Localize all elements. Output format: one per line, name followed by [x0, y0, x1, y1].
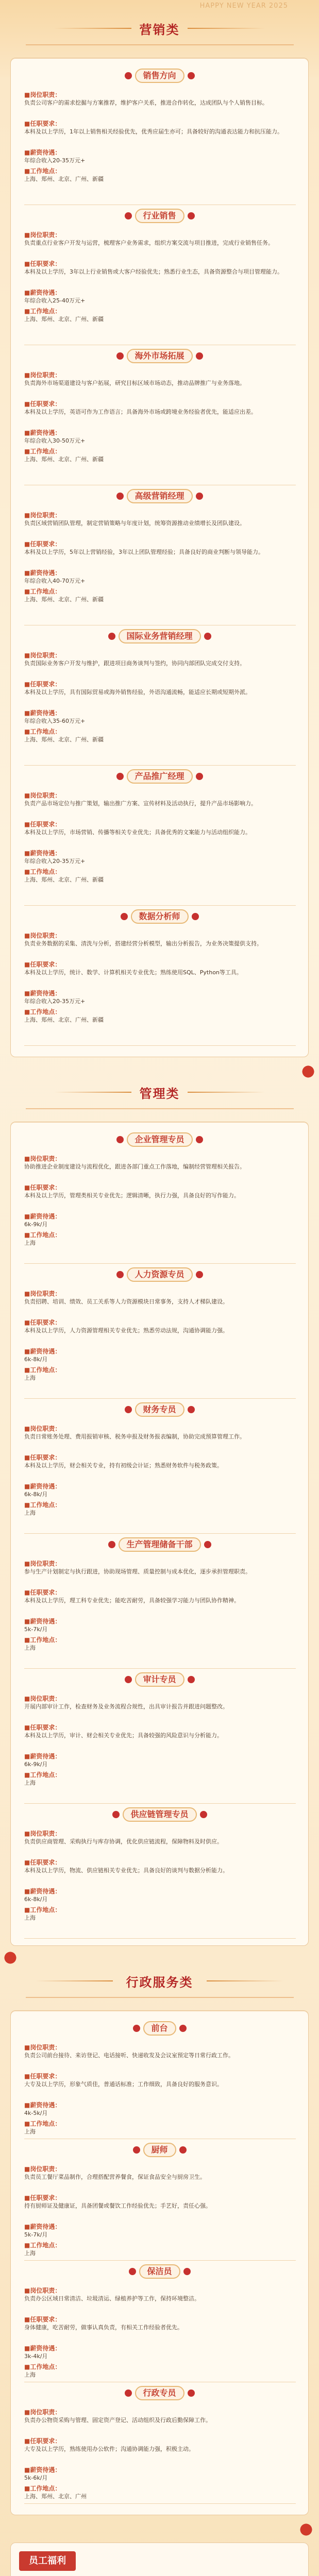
flower-icon	[124, 212, 131, 219]
field-label-salary: ■薪资待遇：	[24, 709, 61, 717]
job-title: 保洁员	[147, 2266, 172, 2276]
field-label-place: ■工作地点：	[24, 588, 61, 595]
flower-icon	[116, 773, 123, 780]
field-label-salary: ■薪资待遇：	[24, 990, 61, 997]
field-value-duty: 负责国际业务客户开发与维护，跟进项目商务谈判与签约，协同内部团队完成交付支持。	[24, 660, 245, 667]
field-label-req: ■任职要求：	[24, 681, 61, 688]
section-divider	[26, 1108, 294, 1109]
field-label-place: ■工作地点：	[24, 868, 61, 875]
job-title-badge	[135, 2386, 184, 2400]
flower-icon	[124, 1406, 131, 1413]
job-post	[11, 209, 308, 349]
flower-icon	[132, 2146, 140, 2154]
field-value-duty: 负责日常账务处理、费用报销审核、税务申报及财务报表编制，协助完成预算管理工作。	[24, 1433, 245, 1440]
job-post	[11, 349, 308, 489]
field-value-duty: 负责海外市场渠道建设与客户拓展，研究目标区域市场动态，推动品牌推广与业务落地。	[24, 380, 245, 386]
field-value-duty: 负责业务数据的采集、清洗与分析，搭建经营分析模型，输出分析报告，为业务决策提供支持。	[24, 940, 262, 947]
field-value-duty: 参与生产计划制定与执行跟进，协助现场管理、质量控制与成本优化，逐步承担管理职责。	[24, 1568, 251, 1575]
flower-icon	[124, 72, 131, 79]
field-label-req: ■任职要求：	[24, 260, 61, 267]
job-title: 财务专员	[143, 1404, 176, 1414]
job-title: 数据分析师	[139, 911, 180, 921]
field-value-duty: 负责办公物资采购与管理、固定资产登记、活动组织及行政后勤保障工作。	[24, 2417, 211, 2424]
field-label-place: ■工作地点：	[24, 2120, 61, 2127]
field-value-duty: 协助推进企业制度建设与流程优化，跟进各部门重点工作落地，编制经营管理相关报告。	[24, 1163, 245, 1170]
field-label-place: ■工作地点：	[24, 1906, 61, 1913]
field-value-req: 本科及以上学历，人力资源管理相关专业优先；熟悉劳动法规，沟通协调能力强。	[24, 1327, 228, 1334]
field-label-req: ■任职要求：	[24, 1184, 61, 1191]
field-value-place: 上海	[24, 1780, 36, 1786]
field-label-req: ■任职要求：	[24, 2194, 61, 2201]
post-divider	[24, 1533, 296, 1534]
field-label-place: ■工作地点：	[24, 2485, 61, 2492]
job-title-badge	[130, 909, 188, 924]
field-label-place: ■工作地点：	[24, 1636, 61, 1643]
job-title-badge	[126, 1267, 192, 1282]
post-divider	[24, 1668, 296, 1669]
flower-icon	[0, 1947, 21, 1968]
field-value-duty: 负责招聘、培训、绩效、员工关系等人力资源模块日常事务，支持人才梯队建设。	[24, 1298, 228, 1305]
job-post	[11, 769, 308, 909]
job-post	[11, 1672, 308, 1807]
field-value-req: 本科及以上学历，具有国际贸易或海外销售经验，外语沟通流畅，能适应长期或短期外派。	[24, 689, 251, 696]
field-label-salary: ■薪资待遇：	[24, 1753, 61, 1760]
benefits-card	[10, 2543, 309, 2576]
field-value-place: 上海	[24, 2128, 36, 2135]
flower-icon	[188, 72, 195, 79]
field-label-place: ■工作地点：	[24, 1231, 61, 1239]
flower-icon	[128, 2268, 136, 2275]
flower-icon	[179, 2025, 187, 2032]
job-title-badge	[139, 2264, 180, 2279]
job-title-badge	[118, 1537, 200, 1552]
section-admin	[0, 1963, 319, 2524]
job-title-badge	[118, 629, 200, 643]
field-value-req: 大专及以上学历，熟练使用办公软件；沟通协调能力强，积极主动。	[24, 2446, 194, 2452]
field-label-duty: ■岗位职责：	[24, 1425, 61, 1432]
field-value-duty: 负责办公区域日常清洁、垃圾清运、绿植养护等工作，保持环境整洁。	[24, 2295, 200, 2302]
field-value-req: 本科及以上学历，审计、财会相关专业优先；具备较强的风险意识与分析能力。	[24, 1732, 223, 1739]
field-label-place: ■工作地点：	[24, 1008, 61, 1015]
section-head	[0, 1963, 319, 2008]
field-value-req: 身体健康，吃苦耐劳，做事认真负责，有相关工作经验者优先。	[24, 2324, 183, 2331]
field-value-place: 上海	[24, 2371, 36, 2378]
field-value-duty: 负责供应商管理、采购执行与库存协调，优化供应链流程，保障物料及时供应。	[24, 1838, 223, 1845]
flower-icon	[188, 212, 195, 219]
field-label-duty: ■岗位职责：	[24, 2165, 61, 2173]
field-value-req: 持有厨师证及健康证，具备团餐或餐饮工作经验优先；手艺好，责任心强。	[24, 2202, 211, 2209]
field-label-salary: ■薪资待遇：	[24, 2345, 61, 2352]
field-label-place: ■工作地点：	[24, 1771, 61, 1778]
field-label-place: ■工作地点：	[24, 2242, 61, 2249]
field-label-duty: ■岗位职责：	[24, 2044, 61, 2051]
flower-icon	[296, 2519, 316, 2540]
benefits-title: 员工福利	[19, 2551, 76, 2571]
section-title: 管理类	[140, 1083, 180, 1101]
field-label-salary: ■薪资待遇：	[24, 1888, 61, 1895]
field-label-duty: ■岗位职责：	[24, 1830, 61, 1837]
field-label-salary: ■薪资待遇：	[24, 149, 61, 156]
flower-icon	[188, 1676, 195, 1683]
field-value-salary: 年综合收入30-50万元+	[24, 437, 86, 444]
field-label-req: ■任职要求：	[24, 1724, 61, 1731]
job-title-badge	[135, 69, 184, 83]
job-title-badge	[143, 2143, 176, 2157]
flower-icon	[124, 1676, 131, 1683]
field-value-duty: 开展内部审计工作，检查财务及业务流程合规性，出具审计报告并跟进问题整改。	[24, 1703, 228, 1710]
field-label-req: ■任职要求：	[24, 1319, 61, 1326]
field-label-req: ■任职要求：	[24, 1589, 61, 1596]
job-post	[11, 1402, 308, 1537]
job-title: 行业销售	[143, 211, 176, 221]
job-post	[11, 1807, 308, 1942]
header-small-text: HAPPY NEW YEAR 2025	[199, 2, 288, 10]
post-divider	[24, 765, 296, 766]
section-panel	[10, 2010, 309, 2515]
field-label-duty: ■岗位职责：	[24, 1290, 61, 1297]
field-value-salary: 6k-8k/月	[24, 1896, 48, 1903]
field-value-place: 上海、郑州、北京、广州、新疆	[24, 1016, 104, 1023]
field-value-place: 上海、郑州、北京、广州、新疆	[24, 876, 104, 883]
field-value-req: 本科及以上学历，英语可作为工作语言；具备海外市场或跨境业务经验者优先，能适应出差。	[24, 409, 257, 415]
field-value-duty: 负责区域营销团队管理，制定营销策略与年度计划，统筹资源推动业绩增长及团队建设。	[24, 520, 245, 527]
field-value-salary: 5k-6k/月	[24, 2475, 48, 2481]
section-panel	[10, 1122, 309, 1946]
field-value-place: 上海、郑州、北京、广州、新疆	[24, 316, 104, 323]
flower-icon	[112, 1811, 119, 1818]
section-divider	[26, 1997, 294, 1998]
flower-icon	[120, 913, 127, 920]
flower-icon	[108, 1541, 115, 1548]
job-title: 企业管理专员	[135, 1134, 184, 1144]
field-label-place: ■工作地点：	[24, 308, 61, 315]
field-value-req: 本科及以上学历，物流、供应链相关专业优先；具备良好的谈判与数据分析能力。	[24, 1867, 228, 1874]
field-label-duty: ■岗位职责：	[24, 371, 61, 379]
flower-icon	[116, 1136, 123, 1143]
job-post	[11, 1267, 308, 1402]
field-value-duty: 负责产品市场定位与推广策划，输出推广方案、宣传材料及活动执行，提升产品市场影响力。	[24, 800, 257, 807]
field-label-duty: ■岗位职责：	[24, 932, 61, 939]
job-title: 厨师	[151, 2145, 168, 2155]
job-post	[11, 69, 308, 209]
field-label-salary: ■薪资待遇：	[24, 569, 61, 577]
field-value-salary: 6k-8k/月	[24, 1356, 48, 1363]
flower-icon	[183, 2268, 191, 2275]
field-label-salary: ■薪资待遇：	[24, 1618, 61, 1625]
job-title: 前台	[151, 2023, 168, 2033]
job-post	[11, 909, 308, 1049]
post-divider	[24, 1803, 296, 1804]
field-value-place: 上海、郑州、北京、广州	[24, 2493, 87, 2500]
field-value-place: 上海	[24, 1240, 36, 1246]
field-label-duty: ■岗位职责：	[24, 1695, 61, 1702]
field-label-duty: ■岗位职责：	[24, 231, 61, 239]
field-value-req: 本科及以上学历，市场营销、传播等相关专业优先；具备优秀的文案能力与活动组织能力。	[24, 829, 251, 836]
job-title: 人力资源专员	[135, 1269, 184, 1279]
field-label-req: ■任职要求：	[24, 821, 61, 828]
field-label-duty: ■岗位职责：	[24, 652, 61, 659]
job-post	[11, 2021, 308, 2143]
flower-icon	[298, 1061, 318, 1082]
field-value-salary: 年综合收入35-60万元+	[24, 718, 86, 724]
job-post	[11, 2264, 308, 2386]
field-label-salary: ■薪资待遇：	[24, 429, 61, 436]
flower-icon	[124, 2389, 131, 2397]
field-value-req: 大专及以上学历，形象气质佳，普通话标准；工作细致，具备良好的服务意识。	[24, 2081, 223, 2088]
field-value-place: 上海、郑州、北京、广州、新疆	[24, 596, 104, 603]
field-label-salary: ■薪资待遇：	[24, 1213, 61, 1220]
field-value-place: 上海、郑州、北京、广州、新疆	[24, 736, 104, 743]
section-head	[0, 10, 319, 56]
job-post	[11, 1132, 308, 1267]
field-value-salary: 5k-7k/月	[24, 2231, 48, 2238]
field-value-salary: 6k-9k/月	[24, 1761, 48, 1768]
job-post	[11, 2386, 308, 2507]
flower-icon	[204, 1541, 211, 1548]
field-value-req: 本科及以上学历，3年以上行业销售或大客户经验优先；熟悉行业生态，具备资源整合与项目管理能力。	[24, 268, 283, 275]
job-title: 审计专员	[143, 1674, 176, 1684]
field-value-req: 本科及以上学历，理工科专业优先；能吃苦耐劳，具备较强学习能力与团队协作精神。	[24, 1597, 240, 1604]
job-post	[11, 1537, 308, 1672]
field-label-place: ■工作地点：	[24, 1366, 61, 1374]
job-title-badge	[126, 769, 192, 784]
field-label-place: ■工作地点：	[24, 2363, 61, 2370]
flower-icon	[116, 1271, 123, 1278]
job-title: 产品推广经理	[135, 771, 184, 781]
field-value-req: 本科及以上学历，5年以上营销经验，3年以上团队管理经验；具备良好的商业判断与领导能力。	[24, 549, 264, 555]
field-value-salary: 4k-5k/月	[24, 2110, 48, 2116]
flower-icon	[188, 1406, 195, 1413]
field-value-duty: 负责员工餐厅菜品制作，合理搭配营养餐食，保证食品安全与厨房卫生。	[24, 2174, 206, 2180]
flower-icon	[188, 2389, 195, 2397]
job-title-badge	[135, 1672, 184, 1687]
flower-icon	[116, 493, 123, 500]
field-value-place: 上海、郑州、北京、广州、新疆	[24, 176, 104, 182]
field-label-salary: ■薪资待遇：	[24, 289, 61, 296]
field-label-place: ■工作地点：	[24, 1501, 61, 1509]
field-label-duty: ■岗位职责：	[24, 2409, 61, 2416]
flower-icon	[196, 773, 203, 780]
field-value-salary: 3k-4k/月	[24, 2353, 48, 2360]
field-value-place: 上海	[24, 1914, 36, 1921]
field-value-salary: 5k-7k/月	[24, 1626, 48, 1633]
field-label-duty: ■岗位职责：	[24, 1560, 61, 1567]
job-title-badge	[126, 349, 192, 363]
field-label-salary: ■薪资待遇：	[24, 2102, 61, 2109]
field-value-salary: 6k-9k/月	[24, 1221, 48, 1228]
field-label-duty: ■岗位职责：	[24, 1155, 61, 1162]
job-title-badge	[135, 209, 184, 223]
job-title-badge	[135, 1402, 184, 1417]
field-label-req: ■任职要求：	[24, 540, 61, 548]
job-title-badge	[143, 2021, 176, 2036]
flower-icon	[200, 1811, 207, 1818]
post-divider	[24, 2503, 296, 2504]
flower-icon	[196, 352, 203, 360]
post-divider	[24, 1263, 296, 1264]
field-label-salary: ■薪资待遇：	[24, 1348, 61, 1355]
flower-icon	[192, 913, 199, 920]
field-label-place: ■工作地点：	[24, 728, 61, 735]
job-title-badge	[122, 1807, 196, 1822]
field-value-req: 本科及以上学历，管理类相关专业优先；逻辑清晰，执行力强，具备良好的写作能力。	[24, 1192, 240, 1199]
job-title: 高级营销经理	[135, 491, 184, 501]
field-value-place: 上海	[24, 1375, 36, 1381]
flower-icon	[196, 1136, 203, 1143]
field-label-duty: ■岗位职责：	[24, 2287, 61, 2294]
field-label-salary: ■薪资待遇：	[24, 850, 61, 857]
field-value-salary: 年综合收入25-40万元+	[24, 297, 86, 304]
job-title-badge	[126, 1132, 192, 1147]
job-title: 行政专员	[143, 2388, 176, 2398]
field-value-duty: 负责公司客户的需求挖掘与方案推荐，维护客户关系，推进合作转化，达成团队与个人销售目标。	[24, 99, 268, 106]
field-value-salary: 年综合收入20-35万元+	[24, 998, 86, 1005]
field-value-salary: 6k-8k/月	[24, 1491, 48, 1498]
field-label-req: ■任职要求：	[24, 400, 61, 408]
field-value-req: 本科及以上学历，1年以上销售相关经验优先，优秀应届生亦可；具备较好的沟通表达能力和抗压能力。	[24, 128, 283, 135]
field-label-duty: ■岗位职责：	[24, 792, 61, 799]
section-divider	[26, 44, 294, 45]
field-value-req: 本科及以上学历，统计、数学、计算机相关专业优先；熟练使用SQL、Python等工具。	[24, 969, 242, 976]
post-divider	[24, 1938, 296, 1939]
job-post	[11, 629, 308, 769]
field-label-req: ■任职要求：	[24, 1859, 61, 1866]
post-divider	[24, 2260, 296, 2261]
field-label-req: ■任职要求：	[24, 2316, 61, 2323]
flower-icon	[108, 633, 115, 640]
section-panel	[10, 58, 309, 1057]
field-value-place: 上海	[24, 2250, 36, 2257]
job-title: 国际业务营销经理	[126, 631, 193, 641]
flower-icon	[179, 2146, 187, 2154]
field-label-salary: ■薪资待遇：	[24, 2223, 61, 2230]
section-head	[0, 1074, 319, 1120]
section-title: 营销类	[140, 20, 180, 38]
field-label-req: ■任职要求：	[24, 2437, 61, 2445]
field-value-salary: 年综合收入20-35万元+	[24, 858, 86, 865]
post-divider	[24, 1398, 296, 1399]
flower-icon	[196, 493, 203, 500]
job-post	[11, 2143, 308, 2264]
flower-icon	[196, 1271, 203, 1278]
field-label-req: ■任职要求：	[24, 2073, 61, 2080]
post-divider	[24, 1045, 296, 1046]
field-label-salary: ■薪资待遇：	[24, 1483, 61, 1490]
flower-icon	[132, 2025, 140, 2032]
field-label-place: ■工作地点：	[24, 167, 61, 175]
post-divider	[24, 905, 296, 906]
job-title: 销售方向	[143, 71, 176, 80]
field-value-salary: 年综合收入20-35万元+	[24, 157, 86, 164]
job-title: 海外市场拓展	[135, 351, 184, 361]
field-label-duty: ■岗位职责：	[24, 512, 61, 519]
field-value-duty: 负责重点行业客户开发与运营，梳理客户业务需求，组织方案交流与项目推进，完成行业销售任务。	[24, 240, 274, 246]
job-title-badge	[126, 489, 192, 503]
field-label-req: ■任职要求：	[24, 1454, 61, 1461]
field-label-req: ■任职要求：	[24, 120, 61, 127]
section-marketing	[0, 10, 319, 1061]
flower-icon	[116, 352, 123, 360]
field-value-req: 本科及以上学历，财会相关专业，持有初级会计证；熟悉财务软件与税务政策。	[24, 1462, 223, 1469]
job-post	[11, 489, 308, 629]
field-value-place: 上海	[24, 1510, 36, 1516]
field-value-salary: 年综合收入40-70万元+	[24, 578, 86, 584]
flower-icon	[204, 633, 211, 640]
field-value-place: 上海	[24, 1645, 36, 1651]
field-value-place: 上海、郑州、北京、广州、新疆	[24, 456, 104, 463]
field-value-duty: 负责公司前台接待、来访登记、电话接听、快递收发及会议室预定等日常行政工作。	[24, 2052, 234, 2059]
field-label-req: ■任职要求：	[24, 961, 61, 968]
section-title: 行政服务类	[126, 1972, 193, 1990]
job-title: 生产管理储备干部	[126, 1539, 193, 1549]
field-label-duty: ■岗位职责：	[24, 91, 61, 98]
section-management	[0, 1074, 319, 1958]
field-label-place: ■工作地点：	[24, 448, 61, 455]
field-label-salary: ■薪资待遇：	[24, 2466, 61, 2473]
job-title: 供应链管理专员	[130, 1809, 189, 1819]
